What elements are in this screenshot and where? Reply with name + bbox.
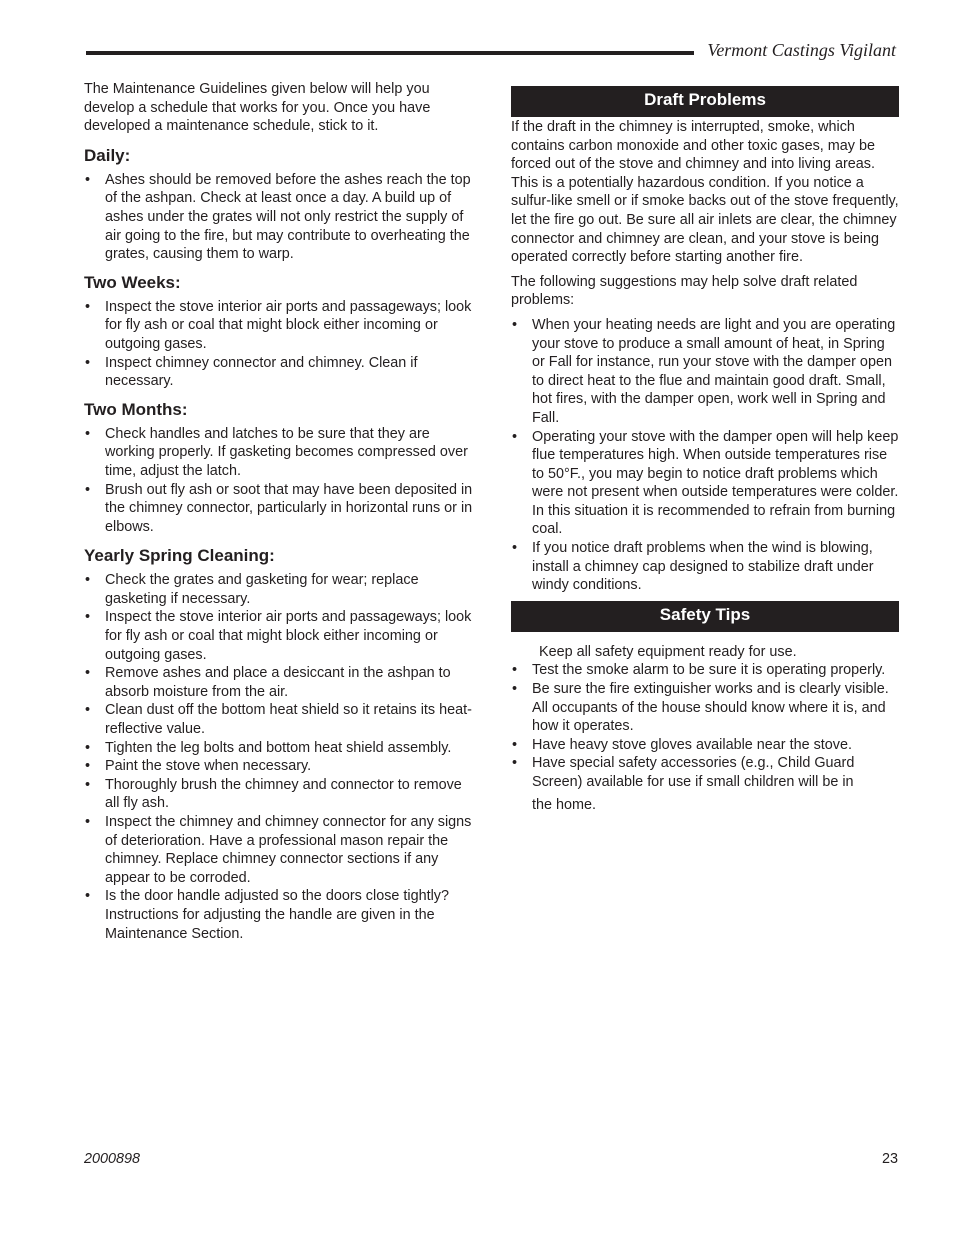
list-item: • Inspect the stove interior air ports and passageways; look for fly ash or coal that might block either incoming or outgoing gases. — [85, 609, 472, 663]
safety-intro: Keep all safety equipment ready for use. — [539, 643, 797, 660]
two-months-list — [84, 425, 476, 537]
right-column — [511, 86, 899, 814]
list-item: • Thoroughly brush the chimney and connector to remove all fly ash. — [85, 776, 462, 812]
list-item: • Inspect chimney connector and chimney. Clean if necessary. — [85, 354, 418, 390]
intro-paragraph: The Maintenance Guidelines given below will help you develop a schedule that works for you. Once you have developed a maintenance schedule, stick to it. — [84, 81, 431, 135]
list-item: • Paint the stove when necessary. — [85, 758, 312, 775]
list-item: • Test the smoke alarm to be sure it is operating properly. — [512, 662, 886, 679]
two-weeks-list — [84, 298, 476, 391]
safety-tips-heading-bar: Safety Tips — [511, 601, 899, 632]
safety-list — [511, 661, 899, 814]
list-item: • Inspect the stove interior air ports and passageways; look for fly ash or coal that might block either incoming or outgoing gases. — [85, 298, 472, 352]
list-item: • Tighten the leg bolts and bottom heat shield assembly. — [85, 739, 452, 756]
list-item: • If you notice draft problems when the wind is blowing, install a chimney cap designed to stabilize draft under windy conditions. — [512, 540, 874, 594]
list-item: • Check the grates and gasketing for wear; replace gasketing if necessary. — [85, 572, 419, 607]
running-header-title: Vermont Castings Vigilant — [707, 40, 896, 60]
list-item: • Check handles and latches to be sure that they are working properly. If gasketing becomes compressed over time, adjust the latch. — [85, 425, 468, 479]
list-item: • Be sure the fire extinguisher works and is clearly visible. All occupants of the house should know where it is, and how it operates. — [512, 681, 889, 735]
two-weeks-heading: Two Weeks: — [84, 272, 181, 292]
yearly-list — [84, 571, 476, 943]
daily-list — [84, 171, 476, 264]
yearly-heading: Yearly Spring Cleaning: — [84, 546, 275, 566]
list-item: • Clean dust off the bottom heat shield so it retains its heat-reflective value. — [85, 702, 472, 738]
list-item: • Operating your stove with the damper open will help keep flue temperatures high. When outside temperatures rise to 50°F., you may begin to notice draft problems which were not present when outside temperatures were colder. In this situation it is recommended to refrain from burning coal. — [512, 428, 899, 538]
list-item: • Remove ashes and place a desiccant in the ashpan to absorb moisture from the air. — [85, 665, 451, 700]
list-item: • Ashes should be removed before the ashes reach the top of the ashpan. Check at least once a day. A build up of ashes under the grates will not only restrict the supply of air going to the fire, but may contribute to overheating the grates, causing them to warp. — [85, 171, 471, 263]
list-item: • Have heavy stove gloves available near the stove. — [512, 736, 852, 753]
list-item: • Have special safety accessories (e.g., Child Guard Screen) available for use if small children will be in the home. — [512, 755, 855, 813]
draft-paragraph-2: The following suggestions may help solve draft related problems: — [511, 273, 858, 309]
draft-list — [511, 316, 899, 595]
list-item: • Is the door handle adjusted so the doors close tightly? Instructions for adjusting the handle are given in the Maintenance Section. — [85, 888, 449, 942]
daily-heading: Daily: — [84, 145, 131, 165]
draft-problems-heading-bar: Draft Problems — [511, 86, 899, 117]
left-column — [84, 80, 476, 943]
header-rule — [86, 51, 694, 55]
list-item: • Inspect the chimney and chimney connector for any signs of deterioration. Have a professional mason repair the chimney. Replace chimney connector sections if any appear to be corroded. — [85, 814, 472, 886]
document-number: 2000898 — [84, 1151, 141, 1167]
list-item: • Brush out fly ash or soot that may have been deposited in the chimney connector, particularly in horizontal runs or in elbows. — [85, 481, 473, 535]
page-number: 23 — [881, 1151, 898, 1167]
two-months-heading: Two Months: — [84, 399, 188, 419]
draft-paragraph-1: If the draft in the chimney is interrupted, smoke, which contains carbon monoxide and other toxic gases, may be forced out of the stove and chimney and into living areas. This is a potentially hazardous condition. If you notice a sulfur-like smell or if smoke backs out of the stove frequently, let the fire go out. Be sure all air inlets are clear, the chimney connector and chimney are clean, and your stove is being operated correctly before starting another fire. — [511, 119, 899, 266]
list-item: • When your heating needs are light and you are operating your stove to produce a small amount of heat, in Spring or Fall for instance, run your stove with the damper open to direct heat to the flue and maintain good draft. Small, hot fires, with the damper open, work well in Spring and Fall. — [512, 316, 896, 426]
